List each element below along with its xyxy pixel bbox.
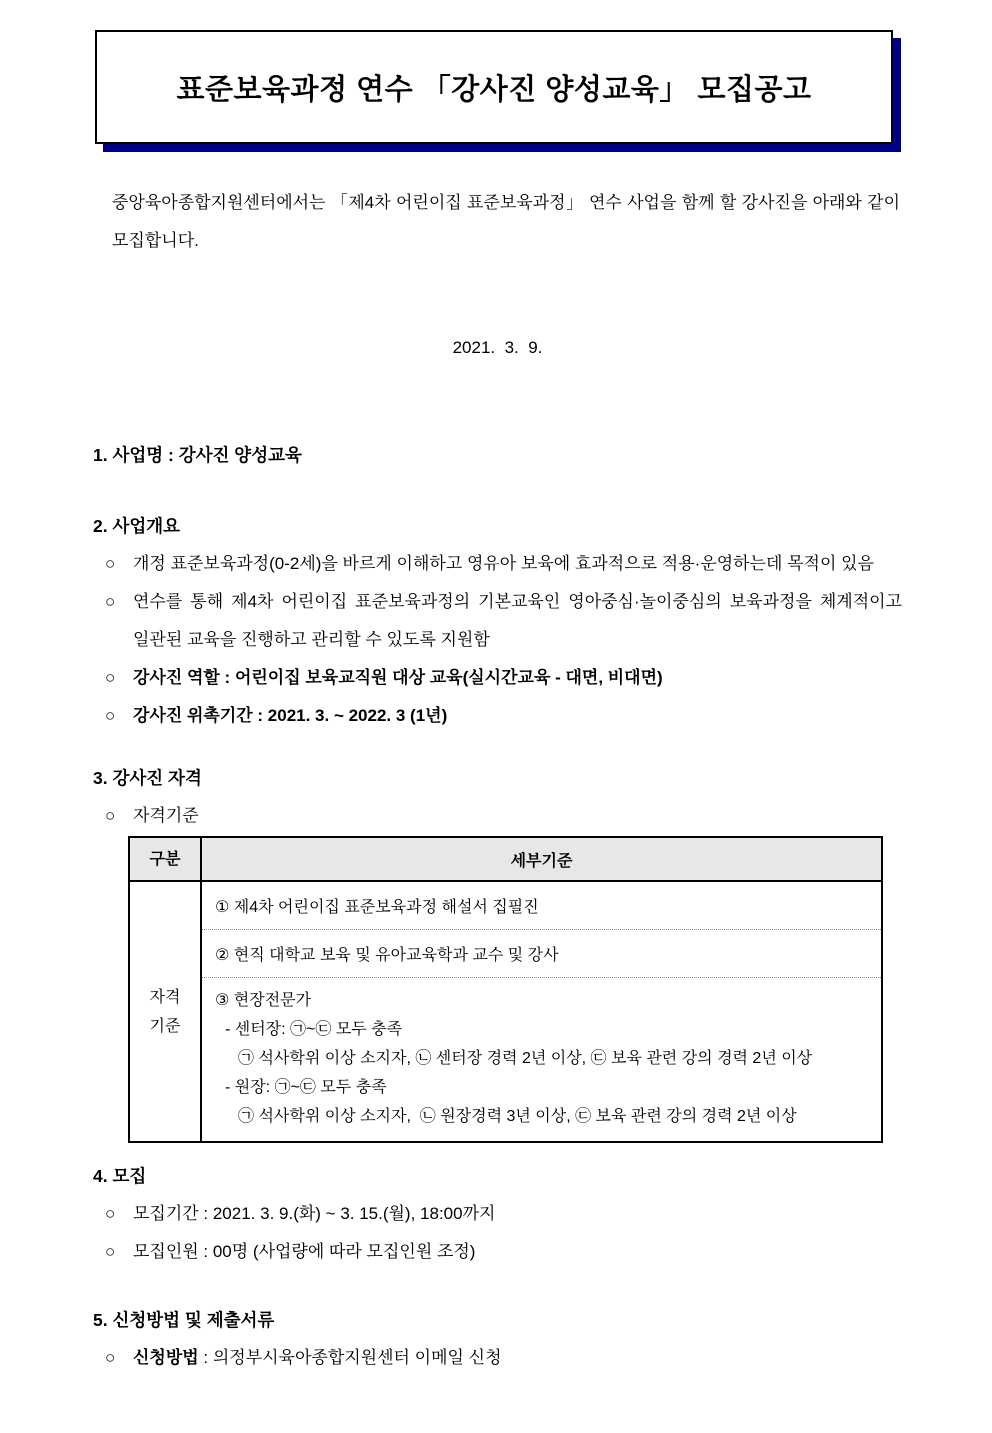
bullet-apply-method-text — [133, 1339, 902, 1377]
apply-method-value: : 의정부시육아종합지원센터 이메일 신청 — [198, 1348, 502, 1367]
qualification-table-header-row — [130, 838, 881, 882]
bullet-recruit-headcount-text: 모집인원 : 00명 (사업량에 따라 모집인원 조정) — [133, 1242, 476, 1261]
circle-bullet-icon: ○ — [105, 1348, 116, 1367]
section3-heading: 3. 강사진 자격 — [93, 768, 202, 788]
circle-bullet-icon: ○ — [105, 668, 116, 687]
bullet-support-text: 연수를 통해 제4차 어린이집 표준보육과정의 기본교육인 영아중심·놀이중심의 보육과정을 체계적이고 일관된 교육을 진행하고 관리할 수 있도록 지원함 — [133, 592, 902, 649]
row-label-line1: 자격 — [149, 988, 181, 1006]
expert-line-center-head: - 센터장: ㉠~㉢ 모두 충족 — [225, 1021, 403, 1038]
header-category: 구분 — [130, 838, 202, 880]
section1-heading: 1. 사업명 : 강사진 양성교육 — [93, 445, 302, 465]
qualification-table — [128, 836, 883, 1143]
bullet-purpose-text: 개정 표준보육과정(0-2세)을 바르게 이해하고 영유아 보육에 효과적으로 적용·운영하는데 목적이 있음 — [133, 554, 874, 573]
bullet-recruit-period — [93, 1195, 902, 1233]
header-detail-criteria: 세부기준 — [510, 852, 573, 870]
row-label-line2: 기준 — [149, 1017, 181, 1035]
bullet-recruit-period-text: 모집기간 : 2021. 3. 9.(화) ~ 3. 15.(월), 18:00까지 — [133, 1204, 496, 1223]
criteria-row-field-experts — [202, 978, 881, 1141]
notice-document — [0, 30, 992, 1377]
date-line: 2021. 3. 9. — [452, 338, 543, 357]
bullet-qualification-text: 자격기준 — [133, 806, 199, 825]
document-body — [93, 184, 902, 1377]
expert-line-director: - 원장: ㉠~㉢ 모두 충족 — [225, 1079, 387, 1096]
intro-paragraph: 중앙육아종합지원센터에서는 「제4차 어린이집 표준보육과정」 연수 사업을 함께 할 강사진을 아래와 같이 모집합니다. — [112, 193, 900, 250]
section2-heading: 2. 사업개요 — [93, 516, 181, 536]
bullet-appointment-period-text: 강사진 위촉기간 : 2021. 3. ~ 2022. 3 (1년) — [133, 706, 448, 725]
expert-line-title: ③ 현장전문가 — [215, 992, 312, 1009]
row-label-qualification — [130, 882, 202, 1141]
expert-line-director-criteria: ㉠ 석사학위 이상 소지자, ㉡ 원장경력 3년 이상, ㉢ 보육 관련 강의 경력 2년 이상 — [238, 1108, 797, 1125]
section4-heading: 4. 모집 — [93, 1166, 147, 1186]
title-box — [95, 30, 893, 144]
bullet-instructor-role-text: 강사진 역할 : 어린이집 보육교직원 대상 교육(실시간교육 - 대면, 비대면) — [133, 668, 663, 687]
circle-bullet-icon: ○ — [105, 592, 116, 611]
criteria-row-professors: ② 현직 대학교 보육 및 유아교육학과 교수 및 강사 — [202, 930, 881, 978]
document-title: 표준보육과정 연수 「강사진 양성교육」 모집공고 — [176, 73, 812, 106]
bullet-apply-method — [93, 1339, 902, 1377]
circle-bullet-icon: ○ — [105, 1242, 116, 1261]
circle-bullet-icon: ○ — [105, 1204, 116, 1223]
bullet-purpose — [93, 545, 902, 583]
circle-bullet-icon: ○ — [105, 706, 116, 725]
criteria-row-authors: ① 제4차 어린이집 표준보육과정 해설서 집필진 — [202, 882, 881, 930]
detail-criteria-cell — [202, 882, 881, 1141]
bullet-qualification — [93, 797, 902, 835]
section5-heading: 5. 신청방법 및 제출서류 — [93, 1310, 275, 1330]
bullet-support — [93, 583, 902, 659]
bullet-recruit-headcount — [93, 1233, 902, 1271]
circle-bullet-icon: ○ — [105, 806, 116, 825]
expert-line-center-criteria: ㉠ 석사학위 이상 소지자, ㉡ 센터장 경력 2년 이상, ㉢ 보육 관련 강의 경력 2년 이상 — [238, 1050, 813, 1067]
qualification-table-body-row — [130, 882, 881, 1141]
bullet-instructor-role — [93, 659, 902, 697]
circle-bullet-icon: ○ — [105, 554, 116, 573]
bullet-appointment-period — [93, 697, 902, 735]
apply-method-label: 신청방법 — [133, 1348, 199, 1367]
